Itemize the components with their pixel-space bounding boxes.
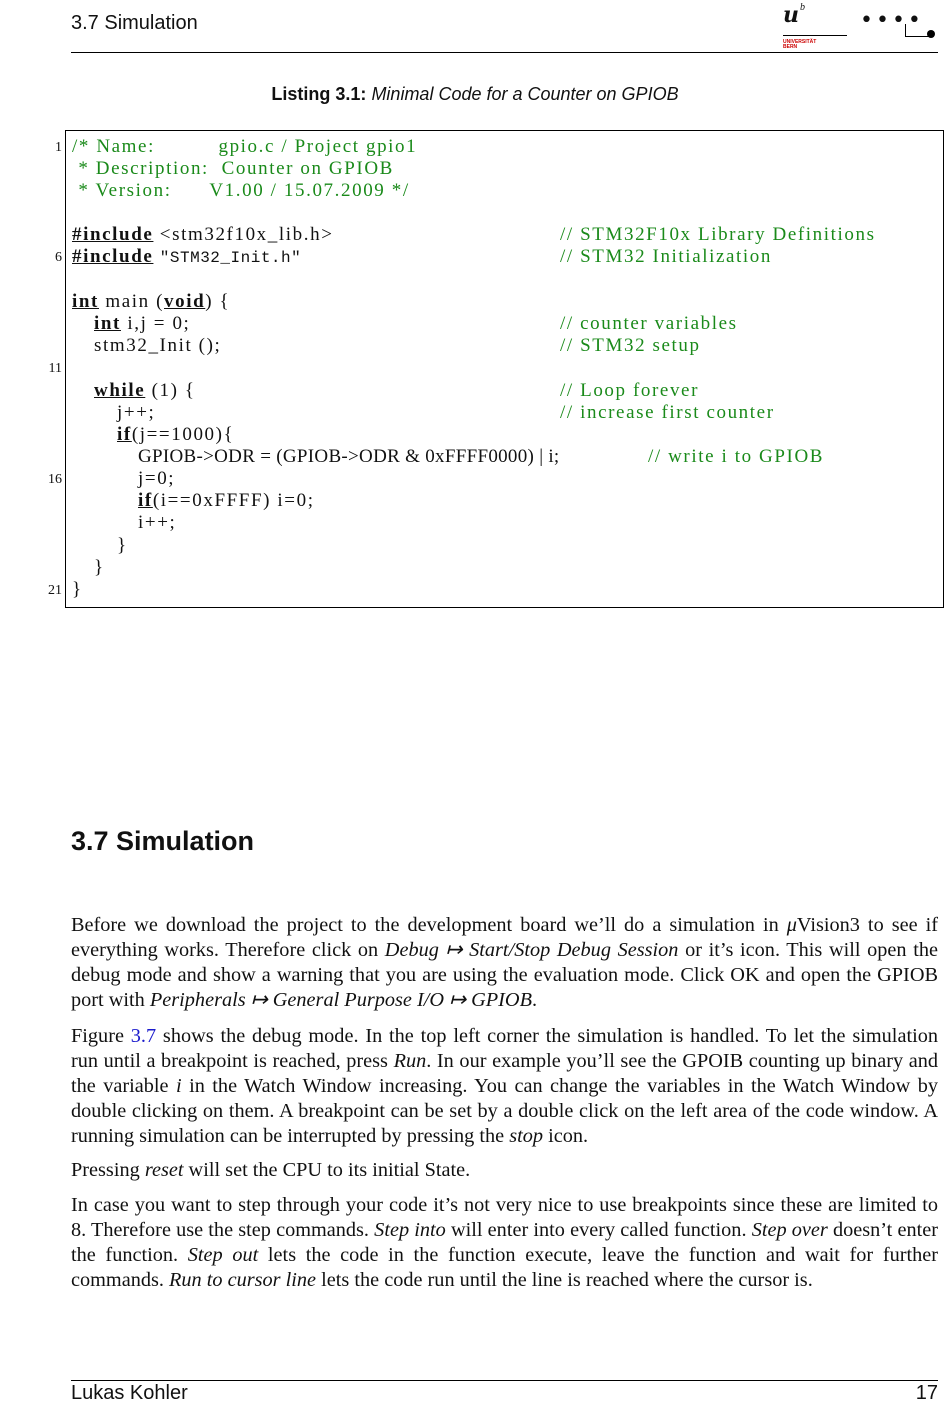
text: Step into (374, 1219, 446, 1241)
code-keyword: void (164, 291, 206, 312)
section-heading: 3.7 Simulation (71, 826, 255, 856)
listing-caption (0, 84, 950, 105)
code-line (117, 424, 234, 446)
footer-author: Lukas Kohler (71, 1382, 188, 1404)
figure-link[interactable]: 3.7 (130, 1025, 157, 1047)
code-line: } (72, 579, 83, 600)
paragraph (71, 1024, 938, 1149)
code-line: } (94, 557, 105, 578)
line-number: 6 (55, 250, 62, 265)
logo-superscript: b (800, 2, 805, 13)
code-comment: // STM32F10x Library Definitions (560, 224, 876, 245)
text: Vision3 to see if everything works. Therefore click on (71, 914, 938, 961)
paragraph (71, 913, 938, 1013)
code-comment: // STM32 Initialization (560, 246, 773, 267)
code-line: /* Name: gpio.c / Project gpio1 (72, 136, 418, 157)
code-line (72, 246, 301, 269)
code-text: i,j = 0; (120, 313, 191, 334)
code-keyword: if (117, 424, 132, 445)
code-line: * Version: V1.00 / 15.07.2009 */ (72, 180, 410, 201)
code-text: <stm32f10x_lib.h> (153, 224, 334, 245)
text: Before we download the project to the development board we’ll do a simulation in (71, 914, 787, 936)
text: or it’s icon. This will open the debug mode and show a warning that you are using the evaluation mode. Click OK and open the GPIOB port with (71, 939, 938, 1011)
code-comment: // increase first counter (560, 402, 775, 423)
text: reset (144, 1159, 184, 1181)
text: in the Watch Window increasing. You can change the variables in the Watch Window by double clicking on them. A breakpoint can be set by a double click on the left area of the code window. A running simulation can be interrupted by pressing the (71, 1075, 938, 1147)
menu-path: Peripherals ↦ General Purpose I/O ↦ GPIOB (149, 989, 532, 1011)
text: doesn’t enter the function. (71, 1219, 939, 1266)
code-text: main ( (98, 291, 165, 312)
listing-title: Minimal Code for a Counter on GPIOB (371, 84, 679, 104)
logo-letter: u (783, 2, 799, 28)
text: Figure (71, 1025, 131, 1047)
code-keyword: int (94, 313, 121, 334)
text: icon. (543, 1125, 589, 1147)
code-keyword: while (94, 380, 146, 401)
paragraph (71, 1158, 938, 1183)
menu-path: Debug ↦ Start/Stop Debug Session (384, 939, 679, 961)
logo-text: UNIVERSITÄT BERN (783, 39, 817, 50)
header-title: 3.7 Simulation (71, 12, 198, 34)
text: Pressing (71, 1159, 145, 1181)
page-number: 17 (915, 1382, 938, 1404)
code-text: ) { (205, 291, 231, 312)
code-string: "STM32_Init.h" (159, 249, 302, 267)
code-text: (i==0xFFFF) i=0; (152, 490, 315, 511)
code-line: } (117, 535, 128, 556)
text: will enter into every called function. (445, 1219, 752, 1241)
code-line (72, 224, 334, 246)
text: Run to cursor line (169, 1269, 317, 1291)
text: Step out (187, 1244, 259, 1266)
text: μ (786, 914, 797, 936)
line-number: 21 (48, 583, 62, 598)
logo-dots: •••• (860, 8, 924, 33)
code-line (138, 490, 315, 512)
code-comment: // Loop forever (560, 380, 700, 401)
code-keyword: #include (72, 246, 154, 267)
code-text: (1) { (145, 380, 196, 401)
code-keyword: if (138, 490, 153, 511)
text: stop (509, 1125, 544, 1147)
logo-underline (783, 35, 847, 36)
code-comment: // write i to GPIOB (648, 446, 825, 467)
logo-dot (927, 30, 935, 38)
line-number: 1 (55, 140, 62, 155)
code-line: * Description: Counter on GPIOB (72, 158, 394, 179)
code-comment: // STM32 setup (560, 335, 701, 356)
line-number: 11 (48, 361, 62, 376)
header-rule (71, 52, 938, 53)
code-comment: // counter variables (560, 313, 738, 334)
text: . In our example you’ll see the GPOIB counting up binary and the variable (71, 1050, 938, 1097)
listing-label: Listing 3.1: (271, 84, 367, 104)
text: Step over (751, 1219, 828, 1241)
text: lets the code run until the line is reached where the cursor is. (316, 1269, 813, 1291)
code-line: j=0; (138, 468, 176, 489)
text: Run (393, 1050, 427, 1072)
code-line: GPIOB->ODR = (GPIOB->ODR & 0xFFFF0000) | i; (138, 446, 560, 467)
text: will set the CPU to its initial State. (183, 1159, 471, 1181)
line-number: 16 (48, 472, 62, 487)
code-line (72, 291, 230, 313)
code-line (94, 313, 190, 335)
code-text: (j==1000){ (131, 424, 235, 445)
code-line: stm32_Init (); (94, 335, 222, 356)
text: In case you want to step through your code it’s not very nice to use breakpoints since these are limited to 8. Therefore use the step commands. (71, 1194, 938, 1241)
text: lets the code in the function execute, leave the function and wait for further commands. (71, 1244, 939, 1291)
code-keyword: #include (72, 224, 154, 245)
university-logo (780, 2, 940, 50)
text: shows the debug mode. In the top left corner the simulation is handled. To let the simulation run until a breakpoint is reached, press (71, 1025, 938, 1072)
footer-rule (71, 1380, 938, 1381)
code-line: i++; (138, 512, 177, 533)
text: . (531, 989, 538, 1011)
text: i (175, 1075, 182, 1097)
code-line (94, 380, 196, 402)
code-line: j++; (117, 402, 156, 423)
code-keyword: int (72, 291, 99, 312)
paragraph (71, 1193, 938, 1293)
